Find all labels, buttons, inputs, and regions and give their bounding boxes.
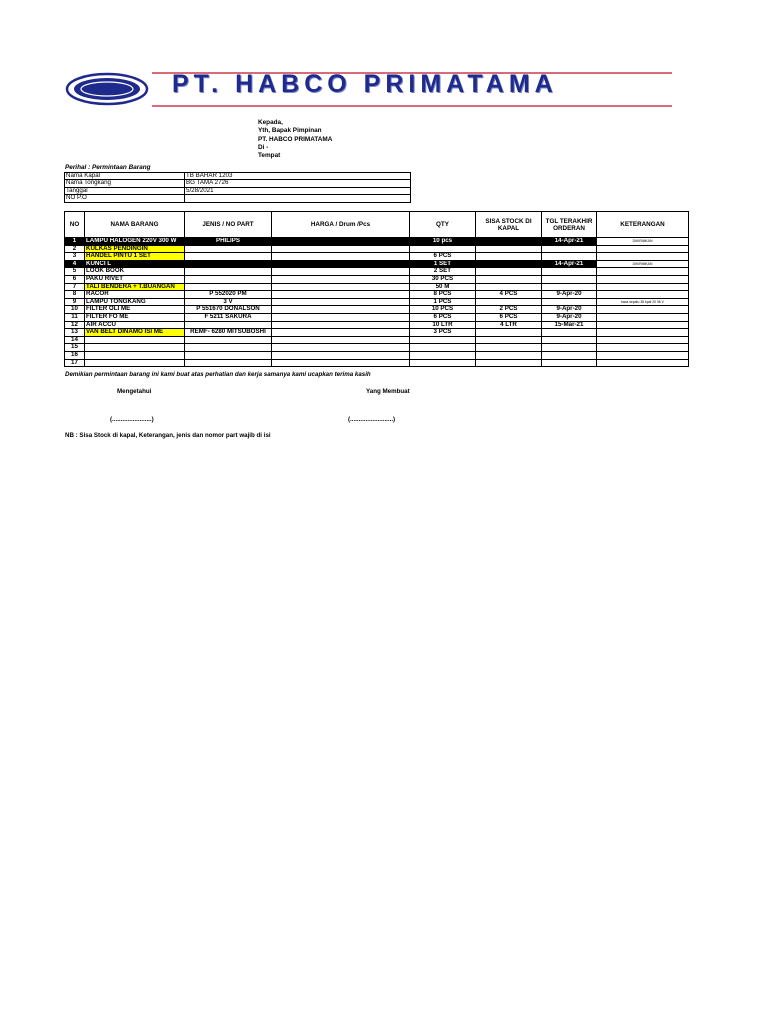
cell-tgl-terakhir	[542, 275, 597, 283]
cell-sisa-stock	[476, 245, 542, 253]
cell-keterangan: DIKIRIMKAN	[597, 260, 689, 268]
cell-nama-barang: KULKAS PENDINGIN	[85, 245, 185, 253]
cell-keterangan: kaca sepatu 36 kpal 20 36 V	[597, 298, 689, 306]
cell-qty: 10 PCS	[410, 306, 476, 314]
cell-keterangan	[597, 283, 689, 291]
cell-nama-barang: AIR ACCU	[85, 321, 185, 329]
cell-nama-barang: FILTER OLI ME	[85, 306, 185, 314]
table-row	[65, 260, 689, 268]
cell-sisa-stock	[476, 260, 542, 268]
cell-keterangan	[597, 291, 689, 299]
cell-jenis-part: P 552020 PM	[185, 291, 272, 299]
info-row	[65, 173, 411, 180]
cell-tgl-terakhir: 9-Apr-20	[542, 291, 597, 299]
closing-statement: Demikian permintaan barang ini kami buat atas perhatian dan kerja samanya kami ucapkan terima kasih	[65, 371, 371, 378]
cell-nama-barang: RACOR	[85, 291, 185, 299]
cell-no: 11	[65, 313, 85, 321]
cell-harga	[272, 245, 410, 253]
cell-harga	[272, 291, 410, 299]
cell-keterangan	[597, 245, 689, 253]
cell-no: 13	[65, 329, 85, 337]
cell-no: 4	[65, 260, 85, 268]
signature-label-left: Mengetahui	[117, 388, 152, 395]
signature-blank-right: (.........................)	[348, 416, 396, 423]
cell-qty: 10 LTR	[410, 321, 476, 329]
cell-harga	[272, 306, 410, 314]
info-value	[185, 195, 411, 202]
table-row	[65, 351, 689, 359]
cell-no: 6	[65, 275, 85, 283]
cell-harga	[272, 336, 410, 344]
cell-jenis-part	[185, 359, 272, 367]
table-row	[65, 336, 689, 344]
cell-jenis-part	[185, 253, 272, 261]
info-key: NO P.O	[65, 195, 185, 202]
cell-tgl-terakhir	[542, 344, 597, 352]
cell-jenis-part	[185, 275, 272, 283]
cell-harga	[272, 351, 410, 359]
cell-qty: 8 PCS	[410, 291, 476, 299]
header-sisa-stock: SISA STOCK DI KAPAL	[476, 212, 542, 238]
header-keterangan: KETERANGAN	[597, 212, 689, 238]
cell-tgl-terakhir	[542, 283, 597, 291]
cell-keterangan	[597, 344, 689, 352]
cell-tgl-terakhir: 9-Apr-20	[542, 306, 597, 314]
cell-qty: 50 M	[410, 283, 476, 291]
cell-no: 17	[65, 359, 85, 367]
table-row	[65, 238, 689, 246]
cell-qty: 2 SET	[410, 268, 476, 276]
vessel-info-table	[64, 172, 411, 203]
cell-no: 2	[65, 245, 85, 253]
cell-jenis-part	[185, 351, 272, 359]
cell-qty	[410, 359, 476, 367]
table-row	[65, 344, 689, 352]
cell-no: 1	[65, 238, 85, 246]
address-line: Tempat	[258, 152, 281, 160]
cell-harga	[272, 313, 410, 321]
cell-keterangan	[597, 275, 689, 283]
table-row	[65, 329, 689, 337]
cell-sisa-stock	[476, 344, 542, 352]
cell-keterangan	[597, 253, 689, 261]
cell-jenis-part: REMF- 6280 MITSUBOSHI	[185, 329, 272, 337]
cell-tgl-terakhir	[542, 298, 597, 306]
cell-sisa-stock	[476, 275, 542, 283]
cell-sisa-stock: 4 PCS	[476, 291, 542, 299]
cell-keterangan	[597, 359, 689, 367]
address-line: Kepada,	[258, 119, 283, 126]
cell-keterangan	[597, 336, 689, 344]
cell-jenis-part: 3 V	[185, 298, 272, 306]
cell-nama-barang: PAKU RIVET	[85, 275, 185, 283]
cell-no: 10	[65, 306, 85, 314]
cell-sisa-stock: 4 LTR	[476, 321, 542, 329]
table-row	[65, 298, 689, 306]
table-row	[65, 313, 689, 321]
cell-harga	[272, 298, 410, 306]
cell-nama-barang	[85, 344, 185, 352]
cell-tgl-terakhir: 9-Apr-20	[542, 313, 597, 321]
cell-qty	[410, 336, 476, 344]
note-line: NB : Sisa Stock di kapal, Keterangan, jenis dan nomor part wajib di isi	[65, 432, 271, 439]
cell-nama-barang: FILTER FO ME	[85, 313, 185, 321]
cell-jenis-part	[185, 268, 272, 276]
cell-keterangan	[597, 268, 689, 276]
cell-harga	[272, 268, 410, 276]
cell-nama-barang: KUNCI L	[85, 260, 185, 268]
cell-qty: 3 PCS	[410, 329, 476, 337]
cell-qty: 6 PCS	[410, 253, 476, 261]
subject-line: Perihal : Permintaan Barang	[65, 164, 151, 171]
cell-harga	[272, 344, 410, 352]
cell-no: 15	[65, 344, 85, 352]
table-row	[65, 283, 689, 291]
cell-sisa-stock	[476, 351, 542, 359]
cell-nama-barang: HANDEL PINTU 1 SET	[85, 253, 185, 261]
info-row	[65, 180, 411, 187]
cell-sisa-stock	[476, 359, 542, 367]
cell-jenis-part	[185, 344, 272, 352]
cell-sisa-stock	[476, 298, 542, 306]
cell-tgl-terakhir	[542, 268, 597, 276]
table-row	[65, 245, 689, 253]
cell-keterangan	[597, 321, 689, 329]
cell-keterangan: DIKIRIMKAN	[597, 238, 689, 246]
cell-tgl-terakhir	[542, 245, 597, 253]
table-row	[65, 268, 689, 276]
cell-jenis-part	[185, 283, 272, 291]
cell-qty	[410, 344, 476, 352]
cell-harga	[272, 283, 410, 291]
cell-tgl-terakhir: 14-Apr-21	[542, 260, 597, 268]
info-value: TB BAHAR 1203	[185, 173, 411, 180]
cell-harga	[272, 253, 410, 261]
cell-keterangan	[597, 313, 689, 321]
cell-no: 8	[65, 291, 85, 299]
cell-tgl-terakhir	[542, 351, 597, 359]
cell-no: 3	[65, 253, 85, 261]
signature-label-right: Yang Membuat	[366, 388, 410, 395]
cell-qty: 1 PCS	[410, 298, 476, 306]
table-header-row	[65, 212, 689, 238]
table-row	[65, 359, 689, 367]
cell-qty: 10 pcs	[410, 238, 476, 246]
info-value: BG TAMA 2726	[185, 180, 411, 187]
cell-harga	[272, 329, 410, 337]
cell-harga	[272, 321, 410, 329]
cell-sisa-stock: 6 PCS	[476, 313, 542, 321]
cell-no: 12	[65, 321, 85, 329]
cell-nama-barang: VAN BELT DINAMO ISI ME	[85, 329, 185, 337]
table-row	[65, 321, 689, 329]
header-tgl-terakhir: TGL TERAKHIR ORDERAN	[542, 212, 597, 238]
cell-keterangan	[597, 351, 689, 359]
cell-nama-barang: LAMPU TONGKANG	[85, 298, 185, 306]
cell-jenis-part	[185, 260, 272, 268]
signature-blank-left: (.......................)	[110, 416, 154, 423]
table-row	[65, 306, 689, 314]
cell-tgl-terakhir	[542, 329, 597, 337]
company-logo-icon	[67, 74, 147, 104]
info-row	[65, 195, 411, 202]
cell-keterangan	[597, 329, 689, 337]
cell-qty	[410, 245, 476, 253]
cell-no: 7	[65, 283, 85, 291]
cell-sisa-stock	[476, 253, 542, 261]
info-value: 5/28/2021	[185, 187, 411, 194]
cell-sisa-stock	[476, 329, 542, 337]
cell-nama-barang: TALI BENDERA + T.BUANGAN	[85, 283, 185, 291]
header-qty: QTY	[410, 212, 476, 238]
cell-nama-barang: LAMPU HALOGEN 220V 300 W	[85, 238, 185, 246]
cell-jenis-part	[185, 245, 272, 253]
info-key: Nama Tongkang	[65, 180, 185, 187]
recipient-address	[258, 119, 332, 160]
cell-qty: 6 PCS	[410, 313, 476, 321]
cell-no: 16	[65, 351, 85, 359]
cell-sisa-stock: 2 PCS	[476, 306, 542, 314]
cell-sisa-stock	[476, 238, 542, 246]
header-jenis-part: JENIS / NO PART	[185, 212, 272, 238]
info-row	[65, 187, 411, 194]
cell-harga	[272, 359, 410, 367]
cell-qty	[410, 351, 476, 359]
header-no: NO	[65, 212, 85, 238]
cell-tgl-terakhir	[542, 253, 597, 261]
cell-nama-barang	[85, 351, 185, 359]
cell-harga	[272, 260, 410, 268]
table-row	[65, 253, 689, 261]
cell-sisa-stock	[476, 283, 542, 291]
cell-no: 5	[65, 268, 85, 276]
cell-nama-barang: LOOK BOOK	[85, 268, 185, 276]
address-line: Di -	[258, 143, 269, 151]
address-line: Yth, Bapak Pimpinan	[258, 127, 322, 135]
company-name: PT. HABCO PRIMATAMA	[172, 70, 558, 98]
cell-sisa-stock	[476, 268, 542, 276]
cell-jenis-part: PHILIPS	[185, 238, 272, 246]
cell-jenis-part	[185, 321, 272, 329]
cell-harga	[272, 238, 410, 246]
cell-tgl-terakhir: 14-Apr-21	[542, 238, 597, 246]
cell-tgl-terakhir	[542, 336, 597, 344]
cell-nama-barang	[85, 359, 185, 367]
cell-nama-barang	[85, 336, 185, 344]
cell-qty: 1 SET	[410, 260, 476, 268]
address-line: PT. HABCO PRIMATAMA	[258, 135, 333, 143]
cell-tgl-terakhir	[542, 359, 597, 367]
cell-no: 9	[65, 298, 85, 306]
info-key: Tanggal	[65, 187, 185, 194]
cell-keterangan	[597, 306, 689, 314]
table-row	[65, 291, 689, 299]
cell-qty: 30 PCS	[410, 275, 476, 283]
cell-jenis-part: P 551670 DONALSON	[185, 306, 272, 314]
header-nama-barang: NAMA BARANG	[85, 212, 185, 238]
cell-no: 14	[65, 336, 85, 344]
cell-sisa-stock	[476, 336, 542, 344]
cell-jenis-part: F 5211 SAKURA	[185, 313, 272, 321]
info-key: Nama Kapal	[65, 173, 185, 180]
cell-jenis-part	[185, 336, 272, 344]
table-row	[65, 275, 689, 283]
items-table	[64, 211, 689, 367]
cell-tgl-terakhir: 15-Mar-21	[542, 321, 597, 329]
cell-harga	[272, 275, 410, 283]
header-harga: HARGA / Drum /Pcs	[272, 212, 410, 238]
